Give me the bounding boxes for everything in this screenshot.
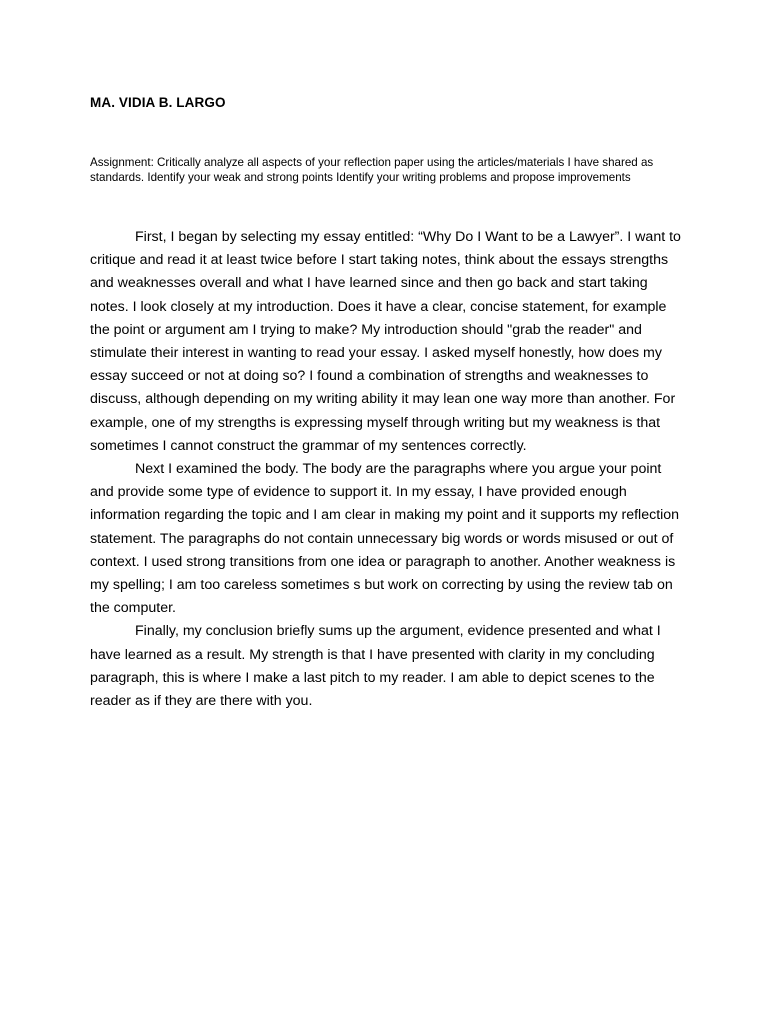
essay-paragraph-body: Next I examined the body. The body are the paragraphs where you argue your point and provide some type of evidence to support it. In my essay, I have provided enough information regarding the topic and I am clear in making my point and it supports my reflection statement. The paragraphs do not contain unnecessary big words or words misused or out of context. I used strong transitions from one idea or paragraph to another. Another weakness is my spelling; I am too careless sometimes s but work on correcting by using the review tab on the computer. [90,461,680,617]
assignment-instructions: Assignment: Critically analyze all aspects of your reflection paper using the articles/materials I have shared as standards. Identify your weak and strong points Identify your writing problems and propose improvements [90,156,654,184]
essay-body [90,226,688,713]
essay-paragraph-introduction: First, I began by selecting my essay entitled: “Why Do I Want to be a Lawyer”. I want to critique and read it at least twice before I start taking notes, think about the essays strengths and weaknesses overall and what I have learned since and then go back and start taking notes. I look closely at my introduction. Does it have a clear, concise statement, for example the point or argument am I trying to make? My introduction should "grab the reader" and stimulate their interest in wanting to read your essay. I asked myself honestly, how does my essay succeed or not at doing so? I found a combination of strengths and weaknesses to discuss, although depending on my writing ability it may lean one way more than another. For example, one of my strengths is expressing myself through writing but my weakness is that sometimes I cannot construct the grammar of my sentences correctly. [90,229,681,454]
essay-paragraph-conclusion: Finally, my conclusion briefly sums up the argument, evidence presented and what I have learned as a result. My strength is that I have presented with clarity in my concluding paragraph, this is where I make a last pitch to my reader. I am able to depict scenes to the reader as if they are there with you. [90,623,661,710]
author-name: MA. VIDIA B. LARGO [90,95,226,110]
